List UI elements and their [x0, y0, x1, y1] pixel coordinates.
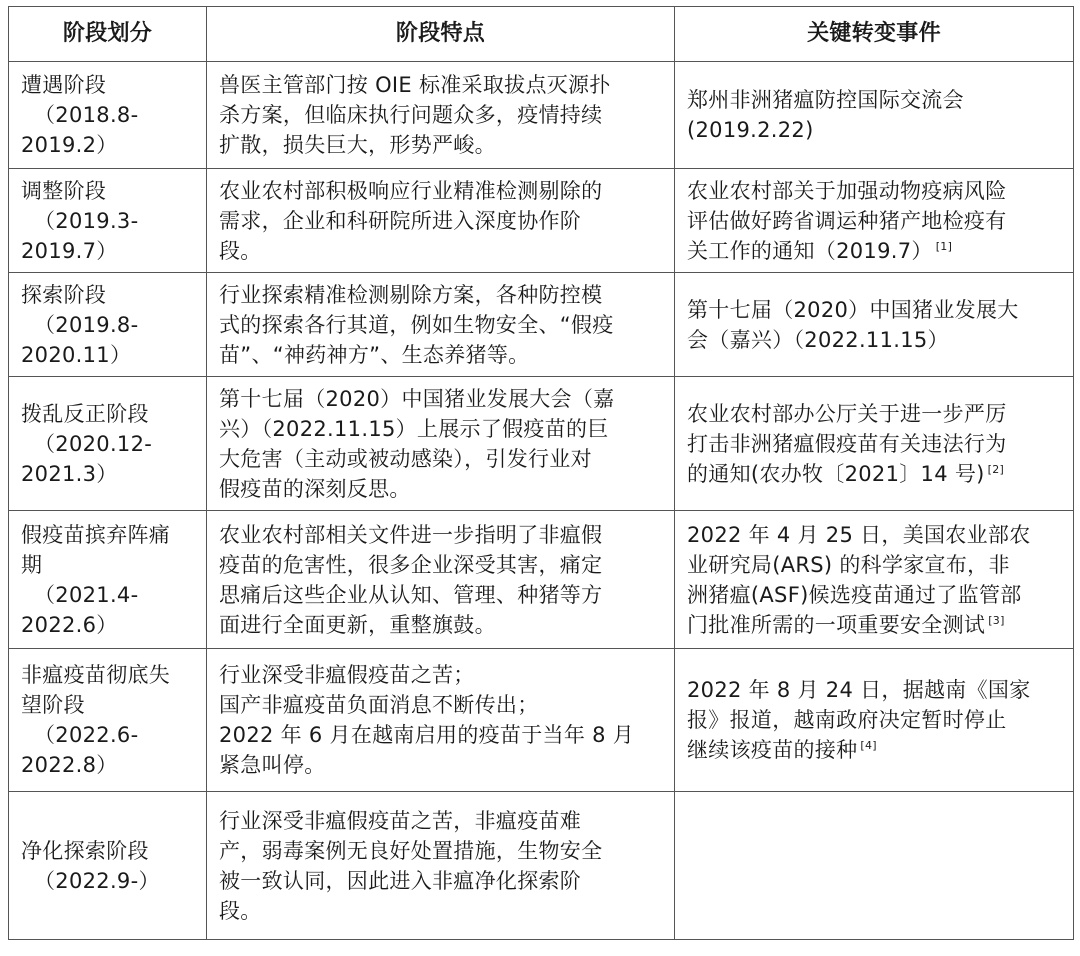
- reference-marker: [4]: [860, 739, 877, 752]
- event-line: [687, 429, 1063, 459]
- stage-line: 2022.6）: [21, 612, 118, 637]
- features-line: 疫苗的危害性，很多企业深受其害，痛定: [219, 552, 603, 577]
- event-line: [687, 115, 1063, 145]
- stage-line: 拨乱反正阶段: [21, 401, 149, 426]
- features-line: 需求，企业和科研院所进入深度协作阶: [219, 208, 582, 233]
- features-line: 产，弱毒案例无良好处置措施，生物安全: [219, 838, 603, 863]
- features-line: 农业农村部积极响应行业精准检测剔除的: [219, 178, 603, 203]
- features-cell: [207, 62, 675, 169]
- table-row: [9, 792, 1074, 940]
- features-line: 国产非瘟疫苗负面消息不断传出；: [219, 693, 539, 717]
- features-line: 行业探索精准检测剔除方案，各种防控模: [219, 282, 603, 307]
- stage-line: 调整阶段: [21, 178, 107, 203]
- stages-table: [8, 6, 1074, 940]
- event-text: 的通知(农办牧〔2021〕14 号): [687, 461, 985, 486]
- reference-marker: [3]: [988, 613, 1005, 627]
- features-cell: [207, 649, 675, 792]
- event-text: 继续该疫苗的接种: [687, 738, 858, 762]
- event-line: [687, 295, 1063, 325]
- features-cell: [207, 377, 675, 511]
- features-line: 面进行全面更新，重整旗鼓。: [219, 612, 496, 637]
- features-line: 杀方案，但临床执行问题众多，疫情持续: [219, 103, 603, 127]
- event-line: [687, 610, 1063, 640]
- stage-line: （2022.6-: [34, 723, 139, 747]
- features-line: 被一致认同，因此进入非瘟净化探索阶: [219, 868, 582, 893]
- event-line: [687, 675, 1063, 705]
- features-line: 农业农村部相关文件进一步指明了非瘟假: [219, 522, 603, 547]
- stage-line: 2019.2）: [21, 133, 118, 157]
- stage-line: 净化探索阶段: [21, 838, 149, 863]
- event-text: (2019.2.22): [687, 118, 814, 142]
- event-line: [687, 206, 1063, 236]
- event-text: 农业农村部关于加强动物疫病风险: [687, 178, 1007, 203]
- event-line: [687, 176, 1063, 206]
- event-line: [687, 705, 1063, 735]
- features-line: 兽医主管部门按 OIE 标准采取拔点灭源扑: [219, 73, 611, 97]
- event-text: 2022 年 4 月 25 日，美国农业部农: [687, 522, 1031, 547]
- event-text: 打击非洲猪瘟假疫苗有关违法行为: [687, 431, 1007, 456]
- event-line: [687, 550, 1063, 580]
- table-row: [9, 273, 1074, 377]
- event-text: 会（嘉兴）（2022.11.15）: [687, 327, 949, 352]
- event-cell: [675, 649, 1074, 792]
- event-line: [687, 85, 1063, 115]
- event-cell: [675, 792, 1074, 940]
- features-line: 2022 年 6 月在越南启用的疫苗于当年 8 月: [219, 723, 635, 747]
- stage-line: 非瘟疫苗彻底失: [21, 663, 171, 687]
- reference-marker: [2]: [987, 462, 1005, 476]
- features-cell: [207, 273, 675, 377]
- event-text: 洲猪瘟(ASF)候选疫苗通过了监管部: [687, 582, 1022, 607]
- features-line: 兴）（2022.11.15）上展示了假疫苗的巨: [219, 416, 609, 441]
- reference-marker: [1]: [935, 239, 953, 253]
- features-cell: [207, 169, 675, 273]
- features-line: 假疫苗的深刻反思。: [219, 476, 411, 501]
- table-row: [9, 62, 1074, 169]
- features-line: 苗”、“神药神方”、生态养猪等。: [219, 342, 530, 367]
- event-cell: [675, 273, 1074, 377]
- features-line: 大危害（主动或被动感染），引发行业对: [219, 446, 592, 471]
- stage-line: 2021.3）: [21, 461, 118, 486]
- features-line: 行业深受非瘟假疫苗之苦，非瘟疫苗难: [219, 808, 582, 833]
- stage-cell: [9, 649, 207, 792]
- stage-cell: [9, 511, 207, 649]
- table-row: [9, 169, 1074, 273]
- features-line: 紧急叫停。: [219, 753, 326, 777]
- header-row: [9, 7, 1074, 62]
- header-features: 阶段特点: [207, 7, 675, 62]
- stage-line: 2019.7）: [21, 238, 118, 263]
- event-text: 2022 年 8 月 24 日，据越南《国家: [687, 678, 1031, 702]
- stage-line: （2019.3-: [34, 208, 139, 233]
- stage-line: （2020.12-: [34, 431, 153, 456]
- features-cell: [207, 511, 675, 649]
- stage-cell: [9, 273, 207, 377]
- event-cell: [675, 377, 1074, 511]
- stage-cell: [9, 792, 207, 940]
- stage-line: 期: [21, 552, 43, 577]
- stage-cell: [9, 169, 207, 273]
- event-line: [687, 399, 1063, 429]
- stage-line: （2022.9-）: [34, 868, 160, 893]
- stage-cell: [9, 377, 207, 511]
- event-cell: [675, 511, 1074, 649]
- event-text: 第十七届（2020）中国猪业发展大: [687, 297, 1019, 322]
- stage-line: （2019.8-: [34, 312, 139, 337]
- event-text: 关工作的通知（2019.7）: [687, 238, 933, 263]
- features-cell: [207, 792, 675, 940]
- features-line: 段。: [219, 238, 262, 263]
- stage-line: 遭遇阶段: [21, 73, 107, 97]
- event-line: [687, 459, 1063, 489]
- features-line: 行业深受非瘟假疫苗之苦；: [219, 663, 475, 687]
- stage-line: 望阶段: [21, 693, 85, 717]
- stage-line: （2021.4-: [34, 582, 139, 607]
- event-text: 业研究局(ARS) 的科学家宣布，非: [687, 552, 1010, 577]
- header-event: 关键转变事件: [675, 7, 1074, 62]
- header-stage: 阶段划分: [9, 7, 207, 62]
- stage-line: 假疫苗摈弃阵痛: [21, 522, 171, 547]
- features-line: 式的探索各行其道，例如生物安全、“假疫: [219, 312, 614, 337]
- stage-line: 2022.8）: [21, 753, 118, 777]
- stage-line: （2018.8-: [34, 103, 139, 127]
- event-text: 郑州非洲猪瘟防控国际交流会: [687, 88, 964, 112]
- event-text: 评估做好跨省调运种猪产地检疫有: [687, 208, 1007, 233]
- event-line: [687, 325, 1063, 355]
- features-line: 第十七届（2020）中国猪业发展大会（嘉: [219, 386, 615, 411]
- features-line: 思痛后这些企业从认知、管理、种猪等方: [219, 582, 603, 607]
- event-line: [687, 520, 1063, 550]
- event-cell: [675, 62, 1074, 169]
- stage-line: 2020.11）: [21, 342, 132, 367]
- event-line: [687, 580, 1063, 610]
- event-line: [687, 236, 1063, 266]
- event-text: 门批准所需的一项重要安全测试: [687, 612, 986, 637]
- table-row: [9, 649, 1074, 792]
- event-cell: [675, 169, 1074, 273]
- table-row: [9, 511, 1074, 649]
- event-text: 报》报道，越南政府决定暂时停止: [687, 708, 1007, 732]
- event-text: 农业农村部办公厅关于进一步严厉: [687, 401, 1007, 426]
- stage-line: 探索阶段: [21, 282, 107, 307]
- table-row: [9, 377, 1074, 511]
- features-line: 段。: [219, 898, 262, 923]
- features-line: 扩散，损失巨大，形势严峻。: [219, 133, 496, 157]
- event-line: [687, 735, 1063, 765]
- stage-cell: [9, 62, 207, 169]
